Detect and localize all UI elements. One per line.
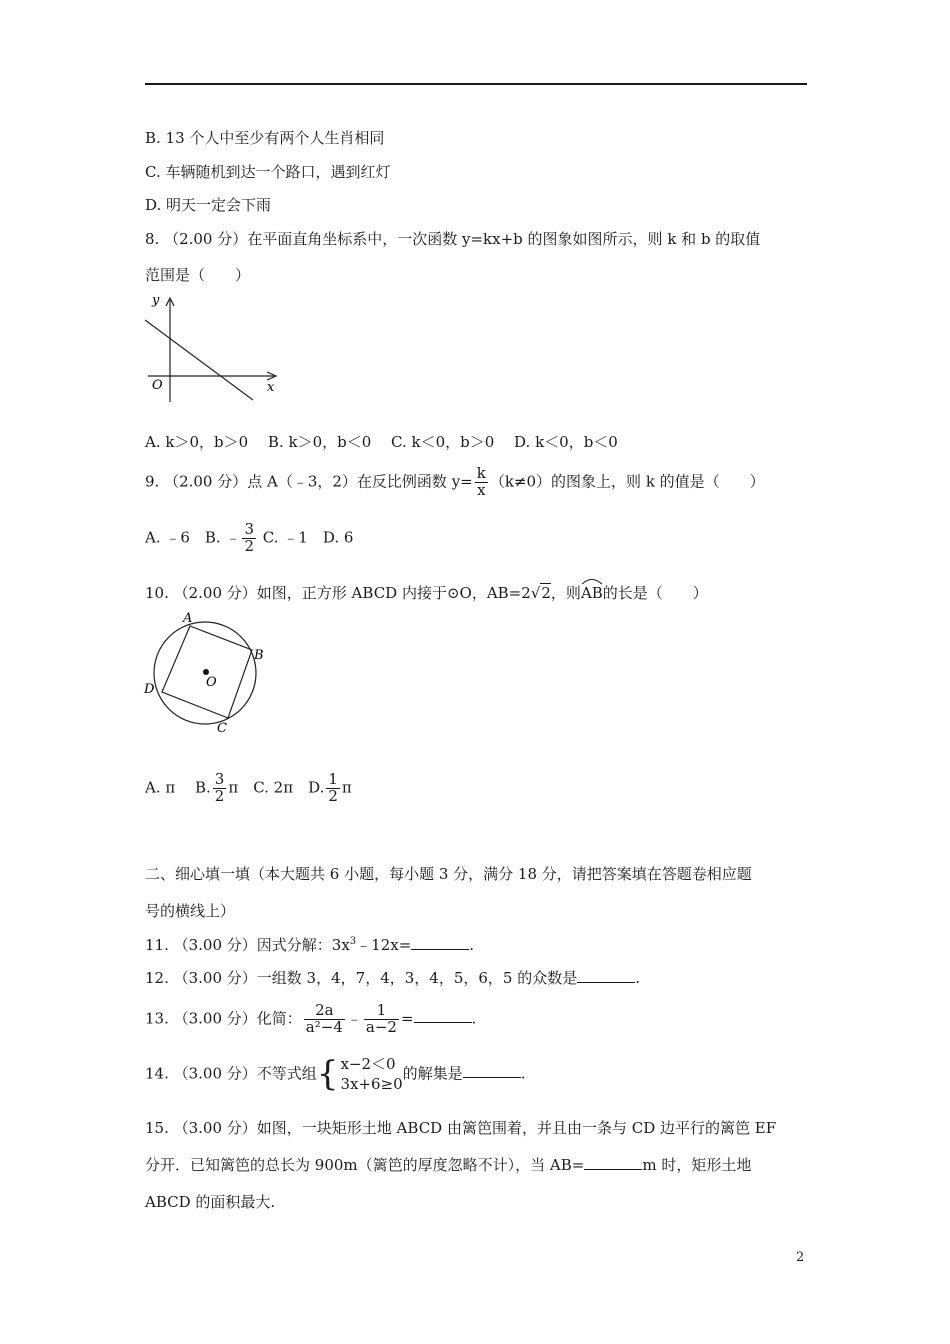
q14-suffix: 的解集是 <box>402 1064 463 1083</box>
q10-opt-b-num: 3 <box>214 770 225 788</box>
q8-stem-line1: 8. （2.00 分）在平面直角坐标系中，一次函数 y=kx+b 的图象如图所示，则 k 和 b 的取值 <box>145 230 761 248</box>
q10-mid: ，则 <box>550 584 581 602</box>
q11-exponent: 3 <box>349 936 357 947</box>
q7-option-d: D. 明天一定会下雨 <box>145 196 272 214</box>
q11-answer-blank[interactable] <box>411 949 469 950</box>
label-a: A <box>183 611 193 626</box>
q13-fraction-1 <box>304 1003 345 1036</box>
q10-options <box>145 772 352 805</box>
label-d: D <box>144 682 155 697</box>
label-c: C <box>217 721 227 736</box>
q14-answer-blank[interactable] <box>463 1077 521 1078</box>
q9-suffix: （k≠0）的图象上，则 k 的值是（ ） <box>489 472 765 491</box>
q11-prefix: 11. （3.00 分）因式分解：3x <box>145 936 350 954</box>
label-b: B <box>254 648 264 663</box>
q9-opt-b-den: 2 <box>244 536 255 555</box>
q9-opt-b-num: 3 <box>244 520 255 538</box>
q8-options: A. k＞0，b＞0 B. k＞0，b＜0 C. k＜0，b＞0 D. k＜0，b＜0 <box>145 433 618 451</box>
q9-options <box>145 522 353 555</box>
section2-heading-line1: 二、细心填一填（本大题共 6 小题，每小题 3 分，满分 18 分，请把答案填在答题卷相应题 <box>145 865 752 883</box>
header-rule <box>145 83 807 85</box>
q8-stem-line2: 范围是（ ） <box>145 266 251 284</box>
q13-f2-den: a−2 <box>365 1017 397 1036</box>
q13-minus: ﹣ <box>346 1009 362 1028</box>
q14-prefix: 14. （3.00 分）不等式组 <box>145 1064 317 1083</box>
q12-answer-blank[interactable] <box>577 982 635 983</box>
q14-brace: { <box>316 1054 339 1095</box>
q7-option-c: C. 车辆随机到达一个路口，遇到红灯 <box>145 163 391 181</box>
page-number: 2 <box>796 1250 805 1265</box>
q12-prefix: 12. （3.00 分）一组数 3，4，7，4，3，4，5，6，5 的众数是 <box>145 969 578 987</box>
q11-stem <box>145 934 474 955</box>
q11-suffix: ﹣12x= <box>356 936 412 954</box>
label-o: O <box>206 675 217 690</box>
q10-stem <box>145 580 708 603</box>
q10-arc <box>581 580 603 602</box>
q9-frac-num: k <box>476 464 486 482</box>
q14-end: . <box>520 1064 526 1083</box>
q9-fraction <box>475 466 488 499</box>
q14-inequality-system <box>340 1054 402 1095</box>
q13-prefix: 13. （3.00 分）化简： <box>145 1009 302 1028</box>
graph-origin-label: O <box>152 378 163 393</box>
q9-opt-cd: C. ﹣1 D. 6 <box>258 528 354 547</box>
q13-f1-den: a²−4 <box>305 1017 343 1036</box>
q12-end: . <box>635 969 641 987</box>
q13-f1-num: 2a <box>304 1003 345 1020</box>
q9-frac-den: x <box>477 480 486 499</box>
q10-sqrt: √2 <box>530 584 551 602</box>
q14-stem <box>145 1054 525 1095</box>
q9-opt-ab: A. ﹣6 B. ﹣ <box>145 528 241 547</box>
q9-opt-b-fraction <box>242 522 256 555</box>
q9-prefix: 9. （2.00 分）点 A（﹣3，2）在反比例函数 y= <box>145 472 473 491</box>
q15-answer-blank[interactable] <box>584 1169 642 1170</box>
q13-f2-num: 1 <box>364 1003 399 1020</box>
q12-stem <box>145 967 640 988</box>
q13-answer-blank[interactable] <box>414 1022 472 1023</box>
q15-line2-post: m 时，矩形土地 <box>642 1156 752 1174</box>
q13-eq: = <box>400 1009 414 1028</box>
graph-x-label: x <box>267 380 275 395</box>
q9-stem <box>145 466 765 499</box>
q13-end: . <box>471 1009 477 1028</box>
q10-opt-d-fraction <box>326 772 340 805</box>
q15-line2 <box>145 1154 751 1175</box>
section2-heading-line2: 号的横线上） <box>145 902 236 920</box>
q10-opt-b-den: 2 <box>214 786 225 805</box>
q11-end: . <box>469 936 475 954</box>
q10-suffix: 的长是（ ） <box>602 584 708 602</box>
q10-opt-b-fraction <box>213 772 227 805</box>
q15-line2-pre: 分开．已知篱笆的总长为 900m（篱笆的厚度忽略不计），当 AB= <box>145 1156 585 1174</box>
q10-circle-figure <box>140 606 270 736</box>
q10-sqrt-value: 2 <box>541 584 551 602</box>
q10-arc-label: AB <box>580 584 603 602</box>
q7-option-b: B. 13 个人中至少有两个人生肖相同 <box>145 129 385 147</box>
q10-opt-d-tail: π <box>341 778 352 797</box>
q8-linear-graph <box>140 290 285 405</box>
q10-opt-a: A. π B. <box>145 778 211 797</box>
q15-line3: ABCD 的面积最大. <box>145 1193 276 1211</box>
q10-opt-d-num: 1 <box>328 770 338 788</box>
q14-row1: x−2＜0 <box>340 1055 396 1073</box>
q10-prefix: 10. （2.00 分）如图，正方形 ABCD 内接于⊙O，AB=2 <box>145 584 531 602</box>
q15-line1: 15. （3.00 分）如图，一块矩形土地 ABCD 由篱笆围着，并且由一条与 CD 边平行的篱笆 EF <box>145 1119 777 1137</box>
q10-opt-b-tail: π C. 2π D. <box>228 778 325 797</box>
q13-fraction-2 <box>364 1003 399 1036</box>
q14-row2: 3x+6≥0 <box>340 1075 403 1094</box>
graph-y-label: y <box>152 293 160 308</box>
q13-stem <box>145 1003 476 1036</box>
q10-opt-d-den: 2 <box>328 786 338 805</box>
